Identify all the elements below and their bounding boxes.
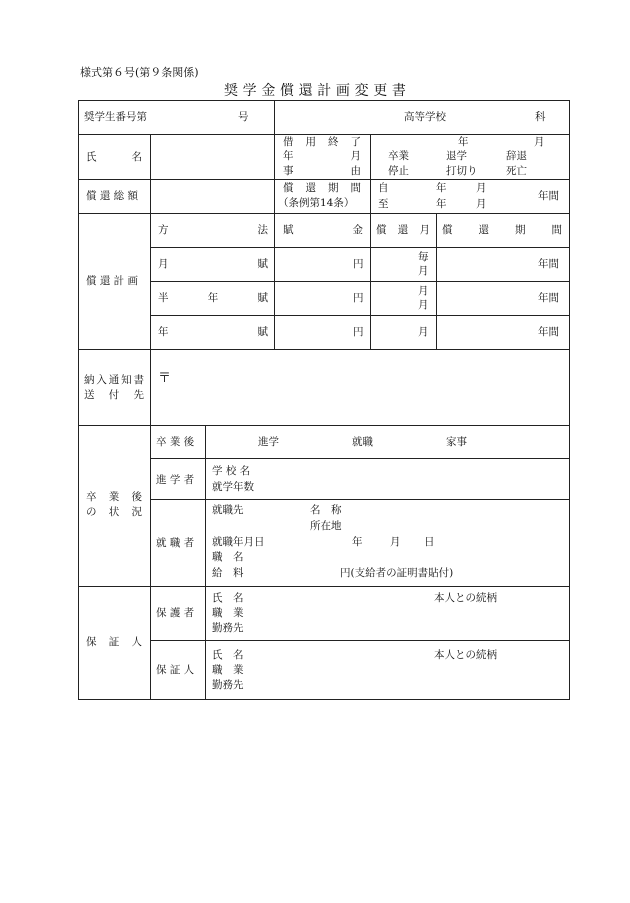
reason-death: 死亡 xyxy=(506,165,527,177)
ordinance-note: （条例第14条） xyxy=(278,197,355,209)
student-number-prefix: 奨学生番号第 xyxy=(84,111,147,123)
repayment-period-label: 償 還 期 間 xyxy=(283,182,361,194)
school-label: 高等学校 xyxy=(404,111,446,123)
row-divider xyxy=(78,179,570,180)
method-header: 方 法 xyxy=(158,224,268,236)
col-divider xyxy=(436,213,437,349)
option-further-study: 進学 xyxy=(258,436,279,448)
school-years-label: 就学年数 xyxy=(212,481,254,493)
reason-label: 事 由 xyxy=(283,165,361,177)
to-year: 年 xyxy=(436,198,447,210)
loan-end-label: 借 用 終 了 xyxy=(283,136,361,148)
guardian-workplace-label: 勤務先 xyxy=(212,622,244,634)
col-divider xyxy=(150,134,151,213)
form-table xyxy=(78,100,570,700)
row-divider xyxy=(150,499,570,500)
col-divider xyxy=(274,100,275,349)
semiannual-unit: 円 xyxy=(353,292,364,304)
annual-unit: 円 xyxy=(353,326,364,338)
monthly-every: 毎 xyxy=(418,251,429,263)
employment-date-label: 就職年月日 xyxy=(212,536,265,548)
row-divider xyxy=(78,213,570,214)
monthly-years: 年間 xyxy=(538,258,559,270)
repayment-period-header: 償 還 期 間 xyxy=(442,224,562,236)
method-monthly: 月 賦 xyxy=(158,258,268,270)
student-number-suffix: 号 xyxy=(238,111,249,123)
postal-mark: 〒 xyxy=(158,371,172,386)
guarantor-relation-label: 本人との続柄 xyxy=(434,649,497,661)
to-month: 月 xyxy=(476,198,487,210)
notice-label-line-1: 納 入 通 知 書 xyxy=(84,374,144,386)
salary-note: 円(支給者の証明書貼付) xyxy=(340,567,454,579)
row-divider xyxy=(78,586,570,587)
salary-label: 給 料 xyxy=(212,567,244,579)
reason-termination: 打切り xyxy=(446,165,478,177)
monthly-unit: 円 xyxy=(353,258,364,270)
employer-name-label: 名 称 xyxy=(310,504,342,516)
table-border-top xyxy=(78,100,570,101)
annual-years: 年間 xyxy=(538,326,559,338)
further-study-label: 進 学 者 xyxy=(156,474,195,486)
row-divider xyxy=(78,425,570,426)
guardian-label: 保 護 者 xyxy=(156,607,195,619)
row-divider xyxy=(150,640,570,641)
reason-resignation: 辞退 xyxy=(506,150,527,162)
semiannual-month-2: 月 xyxy=(418,299,429,311)
semiannual-month-1: 月 xyxy=(418,285,429,297)
graduation-label-line-1: 卒 業 後 xyxy=(86,491,142,503)
guarantor-workplace-label: 勤務先 xyxy=(212,679,244,691)
col-divider xyxy=(150,213,151,700)
guardian-occupation-label: 職 業 xyxy=(212,607,244,619)
graduation-label-line-2: の 状 況 xyxy=(86,506,142,518)
guarantor-label: 保 証 人 xyxy=(156,664,195,676)
page-title: 奨 学 金 償 還 計 画 変 更 書 xyxy=(224,83,406,99)
row-divider xyxy=(150,458,570,459)
course-label: 科 xyxy=(535,111,546,123)
employment-date-year: 年 xyxy=(352,536,363,548)
option-employment: 就職 xyxy=(352,436,373,448)
period-years: 年間 xyxy=(538,190,559,202)
total-repayment-label: 償 還 総 額 xyxy=(86,190,139,202)
school-name-label: 学 校 名 xyxy=(212,465,251,477)
employed-label: 就 職 者 xyxy=(156,537,195,549)
job-title-label: 職 名 xyxy=(212,551,244,563)
from-month: 月 xyxy=(476,182,487,194)
loan-end-month: 月 xyxy=(534,136,545,148)
row-divider xyxy=(150,281,570,282)
guardian-name-label: 氏 名 xyxy=(212,592,244,604)
row-divider xyxy=(150,247,570,248)
option-housework: 家事 xyxy=(446,436,467,448)
method-semiannual: 半 年 賦 xyxy=(158,292,268,304)
reason-withdrawal: 退学 xyxy=(446,150,467,162)
row-divider xyxy=(78,349,570,350)
table-border-bottom xyxy=(78,699,570,700)
guarantor-occupation-label: 職 業 xyxy=(212,664,244,676)
loan-end-year: 年 xyxy=(458,136,469,148)
row-divider xyxy=(150,315,570,316)
col-divider xyxy=(370,134,371,349)
guardian-relation-label: 本人との続柄 xyxy=(434,592,497,604)
table-border-right xyxy=(569,100,570,700)
reason-graduation: 卒業 xyxy=(388,150,409,162)
annual-month: 月 xyxy=(418,326,429,338)
notice-label-line-2: 送 付 先 xyxy=(84,389,144,401)
semiannual-years: 年間 xyxy=(538,292,559,304)
method-annual: 年 賦 xyxy=(158,326,268,338)
guarantor-name-label: 氏 名 xyxy=(212,649,244,661)
after-graduation-label: 卒 業 後 xyxy=(156,436,195,448)
employment-date-month: 月 xyxy=(390,536,401,548)
row-divider xyxy=(78,134,570,135)
installment-header: 賦 金 xyxy=(283,224,363,236)
period-to: 至 xyxy=(378,198,389,210)
year-month-label: 年 月 xyxy=(283,150,361,162)
repayment-plan-label: 償 還 計 画 xyxy=(86,275,139,287)
table-border-left xyxy=(78,100,79,700)
form-number: 様式第６号(第９条関係) xyxy=(80,66,199,79)
repayment-month-header: 償 還 月 xyxy=(376,224,430,236)
col-divider xyxy=(205,425,206,700)
name-label: 氏 名 xyxy=(86,151,142,163)
employment-date-day: 日 xyxy=(424,536,435,548)
reason-suspension: 停止 xyxy=(388,165,409,177)
monthly-month: 月 xyxy=(418,265,429,277)
guarantor-section-label: 保 証 人 xyxy=(86,636,142,648)
from-year: 年 xyxy=(436,182,447,194)
employer-label: 就職先 xyxy=(212,504,244,516)
employer-address-label: 所在地 xyxy=(310,520,342,532)
period-from: 自 xyxy=(378,182,389,194)
